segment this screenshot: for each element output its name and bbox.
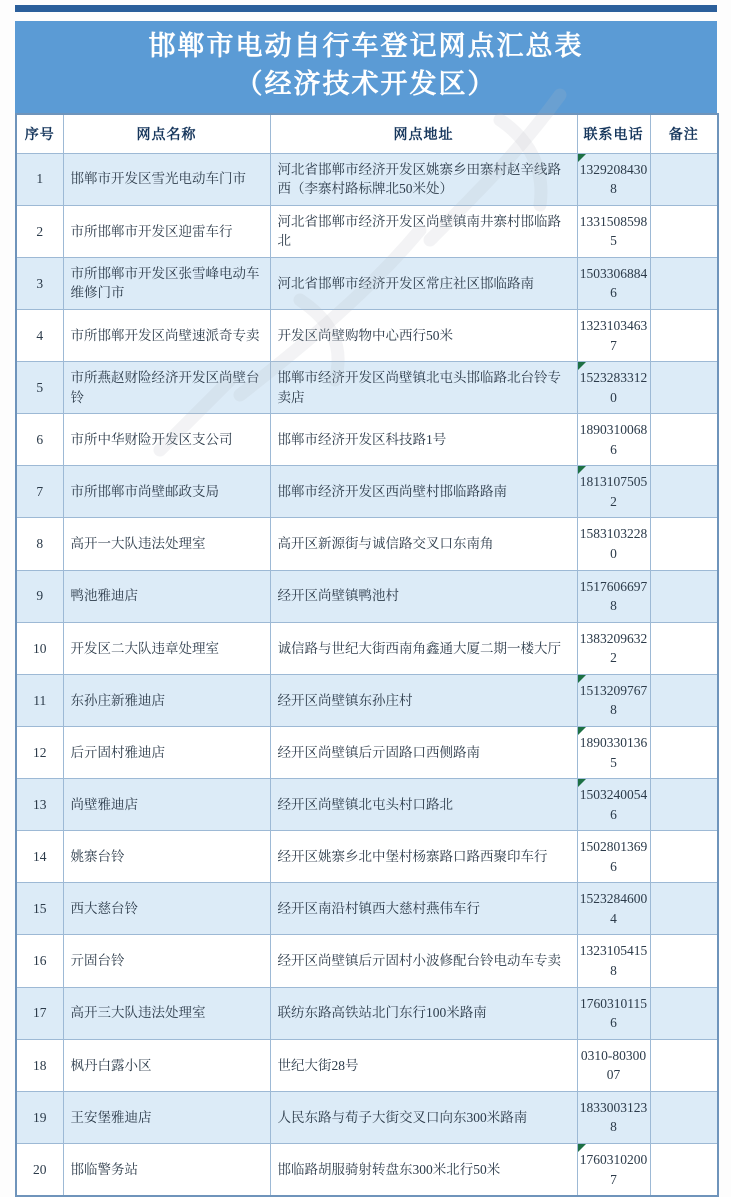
site-name-cell-text: 亓固台铃 bbox=[70, 953, 125, 969]
site-name-cell bbox=[63, 257, 270, 309]
table-row bbox=[16, 414, 718, 466]
site-name-cell-text: 西大慈台铃 bbox=[70, 901, 138, 917]
site-name-cell bbox=[63, 622, 270, 674]
site-name-cell-text: 邯临警务站 bbox=[70, 1161, 138, 1177]
site-address-cell-text: 经开区尚壁镇后亓固路口西侧路南 bbox=[277, 744, 480, 760]
row-number-cell-text: 8 bbox=[36, 536, 44, 552]
phone-number-cell bbox=[577, 726, 650, 778]
col-header-phone: 联系电话 bbox=[577, 114, 650, 154]
row-number-cell bbox=[16, 362, 63, 414]
row-number-cell-text: 18 bbox=[33, 1057, 47, 1073]
row-number-cell bbox=[16, 883, 63, 935]
remark-cell bbox=[650, 518, 718, 570]
title-line-2: （经济技术开发区） bbox=[235, 68, 497, 99]
phone-number-cell-text: 15176066978 bbox=[579, 578, 648, 614]
row-number-cell-text: 14 bbox=[33, 849, 47, 864]
green-corner-flag-icon bbox=[578, 779, 586, 787]
site-name-cell-text: 市所邯郸开发区尚壁速派奇专卖 bbox=[70, 327, 260, 343]
site-address-cell bbox=[270, 362, 577, 414]
header-row bbox=[16, 114, 718, 154]
phone-number-cell bbox=[577, 1143, 650, 1196]
phone-number-cell-text: 15028013696 bbox=[579, 839, 648, 874]
table-row bbox=[16, 518, 718, 570]
row-number-cell-text: 12 bbox=[33, 744, 47, 760]
row-number-cell bbox=[16, 674, 63, 726]
site-name-cell bbox=[63, 987, 270, 1039]
col-header-no: 序号 bbox=[16, 114, 63, 154]
green-corner-flag-icon bbox=[578, 362, 586, 370]
site-address-cell-text: 河北省邯郸市经济开发区姚寨乡田寨村赵辛线路西（李寨村路标牌北50米处） bbox=[277, 161, 561, 197]
row-number-cell bbox=[16, 1091, 63, 1143]
table-row bbox=[16, 153, 718, 205]
col-header-name: 网点名称 bbox=[63, 114, 270, 154]
site-name-cell-text: 王安堡雅迪店 bbox=[70, 1109, 152, 1125]
remark-cell bbox=[650, 726, 718, 778]
site-name-cell bbox=[63, 362, 270, 414]
row-number-cell-text: 10 bbox=[33, 640, 47, 656]
phone-number-cell bbox=[577, 570, 650, 622]
site-name-cell bbox=[63, 518, 270, 570]
site-name-cell bbox=[63, 674, 270, 726]
site-address-cell bbox=[270, 257, 577, 309]
site-address-cell-text: 河北省邯郸市经济开发区常庄社区邯临路南 bbox=[277, 275, 534, 291]
site-address-cell-text: 世纪大街28号 bbox=[277, 1057, 359, 1073]
row-number-cell bbox=[16, 518, 63, 570]
site-address-cell bbox=[270, 987, 577, 1039]
remark-cell bbox=[650, 414, 718, 466]
site-address-cell bbox=[270, 414, 577, 466]
phone-number-cell bbox=[577, 779, 650, 831]
green-corner-flag-icon bbox=[578, 727, 586, 735]
green-corner-flag-icon bbox=[578, 154, 586, 162]
table-row bbox=[16, 1143, 718, 1196]
phone-number-cell-text: 13832096322 bbox=[579, 630, 648, 666]
phone-number-cell bbox=[577, 205, 650, 257]
site-address-cell-text: 诚信路与世纪大街西南角鑫通大厦二期一楼大厅 bbox=[277, 640, 561, 656]
site-address-cell bbox=[270, 883, 577, 935]
row-number-cell bbox=[16, 726, 63, 778]
top-accent-bar bbox=[15, 5, 717, 12]
remark-cell bbox=[650, 883, 718, 935]
table-row bbox=[16, 726, 718, 778]
table-row bbox=[16, 1091, 718, 1143]
row-number-cell bbox=[16, 414, 63, 466]
row-number-cell-text: 16 bbox=[33, 953, 47, 969]
site-name-cell-text: 市所中华财险开发区支公司 bbox=[70, 432, 233, 447]
site-name-cell-text: 市所燕赵财险经济开发区尚壁台铃 bbox=[70, 370, 260, 405]
table-row bbox=[16, 987, 718, 1039]
site-name-cell bbox=[63, 205, 270, 257]
table-row bbox=[16, 831, 718, 883]
site-address-cell bbox=[270, 1091, 577, 1143]
phone-number-cell bbox=[577, 466, 650, 518]
site-name-cell-text: 枫丹白露小区 bbox=[70, 1057, 152, 1073]
phone-number-cell-text: 15033068846 bbox=[579, 265, 648, 301]
site-address-cell bbox=[270, 831, 577, 883]
row-number-cell-text: 13 bbox=[33, 796, 47, 812]
remark-cell bbox=[650, 674, 718, 726]
remark-cell bbox=[650, 831, 718, 883]
remark-cell bbox=[650, 1143, 718, 1196]
phone-number-cell-text: 17603101156 bbox=[580, 995, 647, 1031]
phone-number-cell-text: 13231054158 bbox=[579, 943, 648, 979]
site-address-cell bbox=[270, 466, 577, 518]
row-number-cell bbox=[16, 622, 63, 674]
site-address-cell-text: 经开区尚壁镇鸭池村 bbox=[277, 588, 399, 604]
table-row bbox=[16, 883, 718, 935]
remark-cell bbox=[650, 935, 718, 987]
phone-number-cell bbox=[577, 1039, 650, 1091]
site-name-cell bbox=[63, 309, 270, 361]
row-number-cell-text: 6 bbox=[36, 432, 44, 447]
site-address-cell-text: 河北省邯郸市经济开发区尚壁镇南井寨村邯临路北 bbox=[277, 213, 561, 249]
site-name-cell-text: 市所邯郸市开发区迎雷车行 bbox=[70, 223, 233, 239]
site-address-cell bbox=[270, 674, 577, 726]
row-number-cell-text: 20 bbox=[33, 1161, 47, 1177]
site-name-cell bbox=[63, 726, 270, 778]
row-number-cell-text: 4 bbox=[36, 327, 44, 343]
site-address-cell-text: 邯郸市经济开发区西尚壁村邯临路路南 bbox=[277, 484, 507, 500]
row-number-cell-text: 11 bbox=[33, 692, 47, 708]
phone-number-cell bbox=[577, 935, 650, 987]
green-corner-flag-icon bbox=[578, 1144, 586, 1152]
remark-cell bbox=[650, 779, 718, 831]
phone-number-cell-text: 15232846004 bbox=[579, 891, 648, 926]
site-name-cell-text: 尚壁雅迪店 bbox=[70, 796, 138, 812]
site-address-cell bbox=[270, 153, 577, 205]
site-name-cell-text: 后亓固村雅迪店 bbox=[70, 744, 165, 760]
site-name-cell bbox=[63, 779, 270, 831]
phone-number-cell-text: 18131075052 bbox=[579, 474, 648, 509]
site-address-cell bbox=[270, 726, 577, 778]
remark-cell bbox=[650, 309, 718, 361]
phone-number-cell bbox=[577, 362, 650, 414]
site-address-cell-text: 人民东路与荀子大街交叉口向东300米路南 bbox=[277, 1109, 528, 1125]
row-number-cell bbox=[16, 309, 63, 361]
remark-cell bbox=[650, 257, 718, 309]
site-name-cell-text: 姚寨台铃 bbox=[70, 849, 125, 864]
row-number-cell-text: 17 bbox=[33, 1005, 47, 1021]
site-address-cell bbox=[270, 622, 577, 674]
site-name-cell bbox=[63, 466, 270, 518]
phone-number-cell bbox=[577, 987, 650, 1039]
site-address-cell-text: 经开区尚壁镇后亓固村小波修配台铃电动车专卖 bbox=[277, 953, 561, 969]
row-number-cell bbox=[16, 987, 63, 1039]
site-name-cell bbox=[63, 883, 270, 935]
row-number-cell-text: 1 bbox=[36, 171, 44, 187]
phone-number-cell-text: 18330031238 bbox=[579, 1099, 648, 1135]
site-address-cell-text: 经开区南沿村镇西大慈村燕伟车行 bbox=[277, 901, 480, 917]
site-address-cell-text: 邯郸市经济开发区科技路1号 bbox=[277, 432, 447, 447]
col-header-address: 网点地址 bbox=[270, 114, 577, 154]
site-name-cell-text: 东孙庄新雅迪店 bbox=[70, 692, 165, 708]
site-address-cell bbox=[270, 309, 577, 361]
phone-number-cell bbox=[577, 309, 650, 361]
table-body bbox=[16, 153, 718, 1196]
col-header-note: 备注 bbox=[650, 114, 718, 154]
table-row bbox=[16, 935, 718, 987]
row-number-cell bbox=[16, 1143, 63, 1196]
phone-number-cell bbox=[577, 518, 650, 570]
phone-number-cell-text: 13315085985 bbox=[579, 213, 648, 249]
row-number-cell-text: 9 bbox=[36, 588, 44, 604]
site-address-cell bbox=[270, 935, 577, 987]
remark-cell bbox=[650, 205, 718, 257]
site-name-cell bbox=[63, 831, 270, 883]
site-name-cell bbox=[63, 935, 270, 987]
site-address-cell-text: 经开区姚寨乡北中堡村杨寨路口路西聚印车行 bbox=[277, 849, 548, 864]
remark-cell bbox=[650, 153, 718, 205]
site-address-cell-text: 邯郸市经济开发区尚壁镇北屯头邯临路北台铃专卖店 bbox=[277, 370, 561, 405]
phone-number-cell-text: 18903100686 bbox=[579, 422, 648, 457]
site-name-cell bbox=[63, 1039, 270, 1091]
site-name-cell-text: 市所邯郸市尚壁邮政支局 bbox=[70, 484, 219, 500]
table-row bbox=[16, 674, 718, 726]
site-name-cell-text: 鸭池雅迪店 bbox=[70, 588, 138, 604]
phone-number-cell-text: 18903301365 bbox=[579, 734, 648, 770]
site-address-cell bbox=[270, 205, 577, 257]
site-name-cell bbox=[63, 570, 270, 622]
phone-number-cell bbox=[577, 883, 650, 935]
row-number-cell bbox=[16, 205, 63, 257]
table-row bbox=[16, 622, 718, 674]
site-address-cell bbox=[270, 1039, 577, 1091]
phone-number-cell bbox=[577, 414, 650, 466]
remark-cell bbox=[650, 1091, 718, 1143]
phone-number-cell bbox=[577, 674, 650, 726]
site-address-cell bbox=[270, 518, 577, 570]
phone-number-cell-text: 15032400546 bbox=[579, 787, 648, 822]
phone-number-cell-text: 15132097678 bbox=[579, 682, 648, 718]
site-name-cell-text: 开发区二大队违章处理室 bbox=[70, 640, 219, 656]
site-address-cell-text: 经开区尚壁镇北屯头村口路北 bbox=[277, 796, 453, 812]
title-line-1: 邯郸市电动自行车登记网点汇总表 bbox=[148, 31, 584, 61]
table-row bbox=[16, 362, 718, 414]
phone-number-cell bbox=[577, 622, 650, 674]
site-address-cell-text: 联纺东路高铁站北门东行100米路南 bbox=[277, 1005, 487, 1021]
row-number-cell bbox=[16, 831, 63, 883]
green-corner-flag-icon bbox=[578, 675, 586, 683]
green-corner-flag-icon bbox=[578, 466, 586, 474]
remark-cell bbox=[650, 622, 718, 674]
site-name-cell-text: 高开三大队违法处理室 bbox=[70, 1005, 206, 1021]
site-name-cell-text: 市所邯郸市开发区张雪峰电动车维修门市 bbox=[70, 265, 260, 301]
phone-number-cell-text: 17603102007 bbox=[579, 1151, 648, 1187]
site-name-cell bbox=[63, 414, 270, 466]
phone-number-cell-text: 0310-8030007 bbox=[580, 1047, 647, 1083]
row-number-cell-text: 19 bbox=[33, 1109, 47, 1125]
phone-number-cell bbox=[577, 257, 650, 309]
phone-number-cell bbox=[577, 153, 650, 205]
row-number-cell bbox=[16, 257, 63, 309]
site-address-cell bbox=[270, 1143, 577, 1196]
remark-cell bbox=[650, 570, 718, 622]
site-name-cell bbox=[63, 1143, 270, 1196]
row-number-cell-text: 2 bbox=[36, 223, 44, 239]
site-address-cell-text: 邯临路胡服骑射转盘东300米北行50米 bbox=[277, 1161, 501, 1177]
table-row bbox=[16, 257, 718, 309]
row-number-cell bbox=[16, 935, 63, 987]
table-row bbox=[16, 779, 718, 831]
table-row bbox=[16, 570, 718, 622]
site-name-cell bbox=[63, 153, 270, 205]
row-number-cell bbox=[16, 779, 63, 831]
table-row bbox=[16, 466, 718, 518]
site-address-cell-text: 开发区尚壁购物中心西行50米 bbox=[277, 327, 453, 343]
table-row bbox=[16, 1039, 718, 1091]
phone-number-cell-text: 13231034637 bbox=[579, 317, 648, 353]
site-address-cell bbox=[270, 570, 577, 622]
row-number-cell bbox=[16, 1039, 63, 1091]
site-name-cell-text: 邯郸市开发区雪光电动车门市 bbox=[70, 171, 246, 187]
table-row bbox=[16, 309, 718, 361]
remark-cell bbox=[650, 1039, 718, 1091]
row-number-cell-text: 3 bbox=[36, 275, 44, 291]
site-address-cell bbox=[270, 779, 577, 831]
phone-number-cell bbox=[577, 1091, 650, 1143]
remark-cell bbox=[650, 466, 718, 518]
site-address-cell-text: 高开区新源街与诚信路交叉口东南角 bbox=[277, 536, 494, 552]
site-name-cell bbox=[63, 1091, 270, 1143]
row-number-cell bbox=[16, 466, 63, 518]
phone-number-cell-text: 15831032280 bbox=[579, 526, 648, 562]
phone-number-cell-text: 15232833120 bbox=[579, 370, 648, 405]
row-number-cell bbox=[16, 570, 63, 622]
registration-points-table bbox=[15, 113, 719, 1197]
site-address-cell-text: 经开区尚壁镇东孙庄村 bbox=[277, 692, 413, 708]
remark-cell bbox=[650, 987, 718, 1039]
row-number-cell-text: 5 bbox=[36, 379, 44, 395]
table-row bbox=[16, 205, 718, 257]
phone-number-cell-text: 13292084308 bbox=[579, 161, 648, 197]
row-number-cell-text: 7 bbox=[36, 484, 44, 500]
phone-number-cell bbox=[577, 831, 650, 883]
remark-cell bbox=[650, 362, 718, 414]
row-number-cell-text: 15 bbox=[33, 901, 47, 917]
table-title bbox=[15, 21, 717, 113]
row-number-cell bbox=[16, 153, 63, 205]
site-name-cell-text: 高开一大队违法处理室 bbox=[70, 536, 206, 552]
